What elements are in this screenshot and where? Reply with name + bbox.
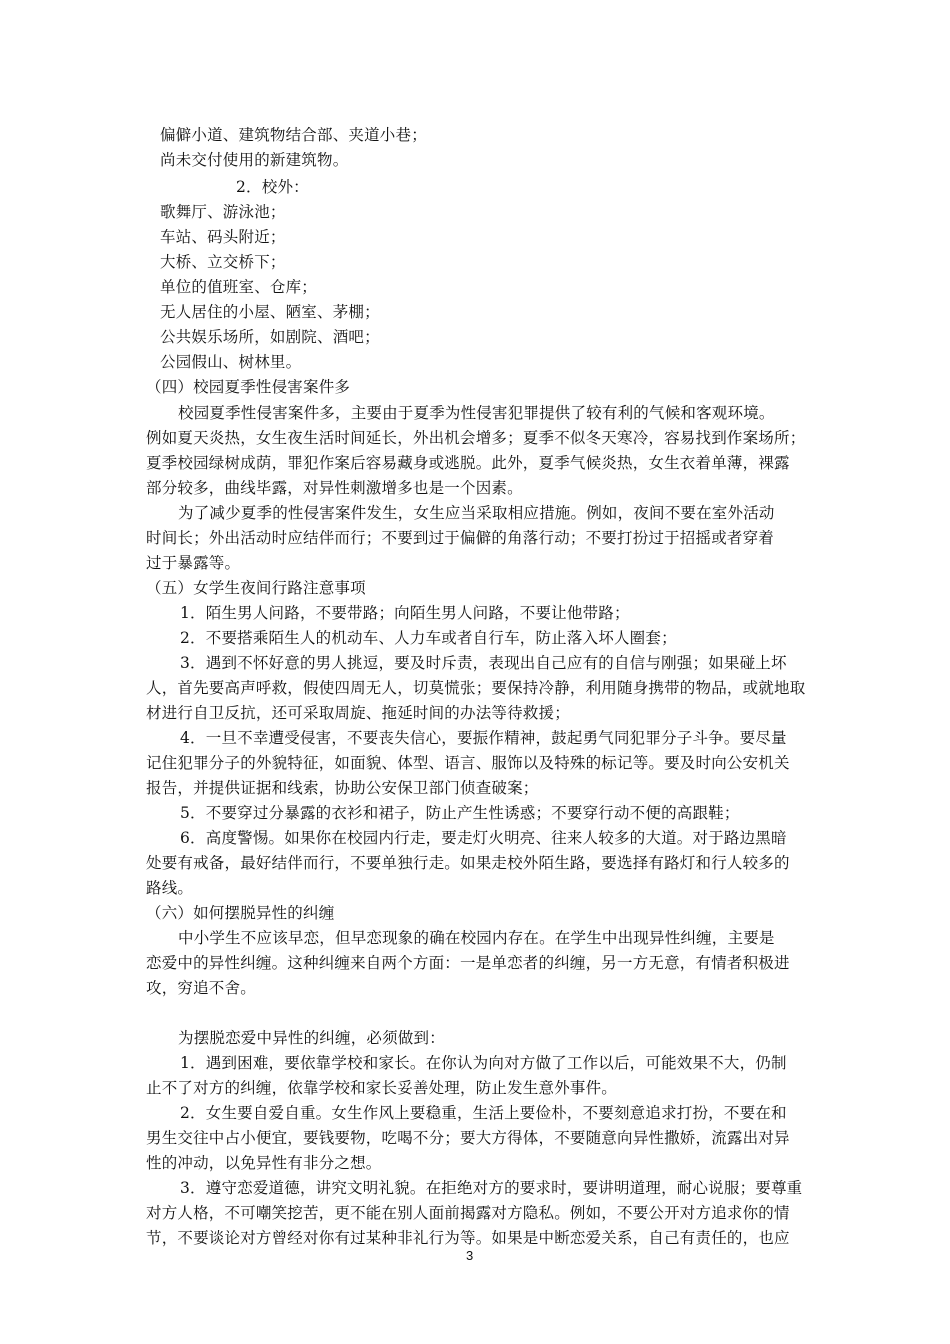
- paragraph-line: 对方人格，不可嘲笑挖苦，更不能在别人面前揭露对方隐私。例如，不要公开对方追求你的情: [146, 1204, 790, 1222]
- page-number: 3: [466, 1248, 474, 1263]
- paragraph-line: 部分较多，曲线毕露，对异性刺激增多也是一个因素。: [146, 479, 523, 497]
- list-item: 1．遇到困难，要依靠学校和家长。在你认为向对方做了工作以后，可能效果不大，仍制: [180, 1054, 787, 1072]
- paragraph-line: 校园夏季性侵害案件多，主要由于夏季为性侵害犯罪提供了较有利的气候和客观环境。: [178, 404, 775, 422]
- text-line: 无人居住的小屋、陋室、茅棚；: [160, 303, 380, 321]
- paragraph-line: 报告，并提供证据和线索，协助公安保卫部门侦查破案；: [146, 779, 539, 797]
- paragraph-line: 节，不要谈论对方曾经对你有过某种非礼行为等。如果是中断恋爱关系，自己有责任的，也应: [146, 1229, 790, 1247]
- list-item: 2．不要搭乘陌生人的机动车、人力车或者自行车，防止落入坏人圈套；: [180, 629, 677, 647]
- list-item: 4．一旦不幸遭受侵害，不要丧失信心，要振作精神，鼓起勇气同犯罪分子斗争。要尽量: [180, 729, 787, 747]
- text-line: 尚未交付使用的新建筑物。: [160, 151, 349, 169]
- paragraph-line: 路线。: [146, 879, 194, 897]
- paragraph-line: 材进行自卫反抗，还可采取周旋、拖延时间的办法等待救援；: [146, 704, 570, 722]
- text-line: 歌舞厅、游泳池；: [160, 203, 286, 221]
- paragraph-line: 中小学生不应该早恋，但早恋现象的确在校园内存在。在学生中出现异性纠缠，主要是: [178, 929, 775, 947]
- paragraph-line: 过于暴露等。: [146, 554, 241, 572]
- text-line: 公园假山、树林里。: [160, 353, 302, 371]
- paragraph-line: 止不了对方的纠缠，依靠学校和家长妥善处理，防止发生意外事件。: [146, 1079, 618, 1097]
- list-heading: 2．校外：: [236, 178, 309, 196]
- paragraph-line: 性的冲动，以免异性有非分之想。: [146, 1154, 382, 1172]
- paragraph-line: 为了减少夏季的性侵害案件发生，女生应当采取相应措施。例如，夜间不要在室外活动: [178, 504, 775, 522]
- paragraph-line: 男生交往中占小便宜，要钱要物，吃喝不分；要大方得体，不要随意向异性撒娇，流露出对异: [146, 1129, 790, 1147]
- paragraph-line: 记住犯罪分子的外貌特征，如面貌、体型、语言、服饰以及特殊的标记等。要及时向公安机关: [146, 754, 790, 772]
- paragraph-line: 恋爱中的异性纠缠。这种纠缠来自两个方面：一是单恋者的纠缠，另一方无意，有情者积极进: [146, 954, 790, 972]
- text-line: 单位的值班室、仓库；: [160, 278, 318, 296]
- paragraph-line: 攻，穷追不舍。: [146, 979, 256, 997]
- text-line: 偏僻小道、建筑物结合部、夹道小巷；: [160, 126, 427, 144]
- text-line: 车站、码头附近；: [160, 228, 286, 246]
- text-line: 公共娱乐场所，如剧院、酒吧；: [160, 328, 380, 346]
- paragraph-line: 例如夏天炎热，女生夜生活时间延长，外出机会增多；夏季不似冬天寒冷，容易找到作案场所；: [146, 429, 806, 447]
- list-item: 5．不要穿过分暴露的衣衫和裙子，防止产生性诱惑；不要穿行动不便的高跟鞋；: [180, 804, 740, 822]
- section-heading: （四）校园夏季性侵害案件多: [146, 378, 351, 396]
- paragraph-line: 为摆脱恋爱中异性的纠缠，必须做到：: [178, 1029, 445, 1047]
- list-item: 3．遵守恋爱道德，讲究文明礼貌。在拒绝对方的要求时，要讲明道理，耐心说服；要尊重: [180, 1179, 803, 1197]
- list-item: 2．女生要自爱自重。女生作风上要稳重，生活上要俭朴，不要刻意追求打扮，不要在和: [180, 1104, 787, 1122]
- paragraph-line: 人，首先要高声呼救，假使四周无人，切莫慌张；要保持冷静，利用随身携带的物品，或就地取: [146, 679, 806, 697]
- paragraph-line: 处要有戒备，最好结伴而行，不要单独行走。如果走校外陌生路，要选择有路灯和行人较多的: [146, 854, 790, 872]
- section-heading: （五）女学生夜间行路注意事项: [146, 579, 366, 597]
- list-item: 1．陌生男人问路，不要带路；向陌生男人问路，不要让他带路；: [180, 604, 630, 622]
- paragraph-line: 夏季校园绿树成荫，罪犯作案后容易藏身或逃脱。此外，夏季气候炎热，女生衣着单薄，裸露: [146, 454, 790, 472]
- paragraph-line: 时间长；外出活动时应结伴而行；不要到过于偏僻的角落行动；不要打扮过于招摇或者穿着: [146, 529, 775, 547]
- list-item: 3．遇到不怀好意的男人挑逗，要及时斥责，表现出自己应有的自信与刚强；如果碰上坏: [180, 654, 787, 672]
- text-line: 大桥、立交桥下；: [160, 253, 286, 271]
- section-heading: （六）如何摆脱异性的纠缠: [146, 904, 335, 922]
- list-item: 6．高度警惕。如果你在校园内行走，要走灯火明亮、往来人较多的大道。对于路边黑暗: [180, 829, 787, 847]
